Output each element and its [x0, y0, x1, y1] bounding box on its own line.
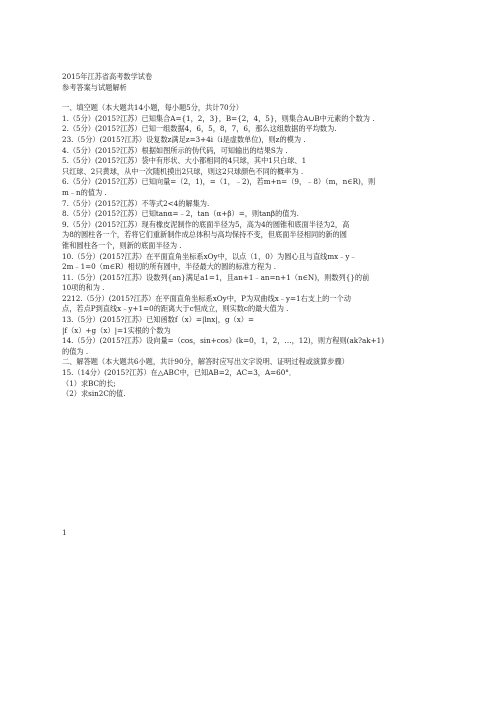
text-line: 锥和圆柱各一个，则新的底面半径为 . — [62, 240, 182, 250]
text-line: 15.（14分）(2015?江苏）在△ABC中，已知AB=2，AC=3，A=60°． — [62, 368, 297, 378]
page-number: 1 — [62, 528, 67, 537]
text-line: 点，若点P到直线x﹣y+1=0的距离大于c恒成立，则实数c的最大值为 . — [62, 304, 289, 314]
text-line: |f（x）+g（x）|=1实根的个数为 — [62, 325, 171, 335]
text-line: 10.（5分）(2015?江苏）在平面直角坐标系xOy中，以点（1，0）为圆心且与直线mx﹣y﹣ — [62, 251, 357, 261]
text-line: 10项的和为 . — [62, 283, 105, 293]
text-line: 7.（5分）(2015?江苏）不等式2<4的解集为. — [62, 198, 210, 208]
text-line: 11.（5分）(2015?江苏）设数列{an}满足a1=1，且an+1﹣an=n+1（n∈N)，则数列{}的前 — [62, 272, 370, 282]
text-line: 2.（5分）(2015?江苏）已知一组数据4，6，5，8，7，6，那么这组数据的平均数为. — [62, 124, 337, 134]
text-line: 的值为 . — [62, 346, 89, 356]
text-line: 2m﹣1=0（m∈R）相切的所有圆中，半径最大的圆的标准方程为 . — [62, 262, 276, 272]
text-line: （2）求sin2C的值. — [62, 389, 126, 399]
text-line: 8.（5分）(2015?江苏）已知tanα=﹣2，tan（α+β）=，则tanβ的值为. — [62, 209, 299, 219]
text-line: 13.（5分）(2015?江苏）已知函数f（x）=|lnx|，g（x）= — [62, 315, 255, 325]
text-line: 14.（5分）(2015?江苏）设向量=（cos，sin+cos）(k=0，1，2，…，12)，则方程则(ak?ak+1) — [62, 336, 385, 346]
document-subtitle: 参考答案与试题解析 — [62, 82, 127, 92]
text-line: m﹣n的值为 . — [62, 187, 107, 197]
text-line: 为8的圆柱各一个，若将它们重新制作成总体积与高均保持不变，但底面半径相同的新的圆 — [62, 230, 347, 240]
text-line: 9.（5分）(2015?江苏）现有橡皮泥制作的底面半径为5，高为4的圆锥和底面半径为2，高 — [62, 219, 350, 229]
text-line: 4.（5分）(2015?江苏）根据如图所示的伪代码，可知输出的结果S为 . — [62, 145, 288, 155]
text-line: 6.（5分）(2015?江苏）已知向量=（2，1)，=（1，﹣2)，若m+n=（9，﹣8）（m，n∈R)，则 — [62, 177, 376, 187]
section-header: 二、解答题（本大题共6小题，共计90分，解答时应写出文字说明、证明过程或演算步骤） — [62, 357, 349, 367]
document-body — [62, 72, 442, 400]
text-line: 只红球、2只黄球，从中一次随机摸出2只球，则这2只球颜色不同的概率为 . — [62, 166, 304, 176]
text-line: 5.（5分）(2015?江苏）袋中有形状、大小都相同的4只球，其中1只白球、1 — [62, 156, 307, 166]
text-line: 2212.（5分）(2015?江苏）在平面直角坐标系xOy中，P为双曲线x﹣y=1右支上的一个动 — [62, 293, 351, 303]
text-line: 1.（5分）(2015?江苏）已知集合A={1，2，3}，B={2，4，5}，则集合A∪B中元素的个数为 . — [62, 113, 375, 123]
section-header: 一、填空题（本大题共14小题，每小题5分，共计70分） — [62, 103, 243, 113]
text-line: （1）求BC的长; — [62, 378, 116, 388]
spacer — [62, 93, 442, 103]
text-line: 23.（5分）(2015?江苏）设复数z满足z=3+4i（i是虚数单位)，则z的模为 . — [62, 134, 306, 144]
document-title: 2015年江苏省高考数学试卷 — [62, 72, 153, 81]
